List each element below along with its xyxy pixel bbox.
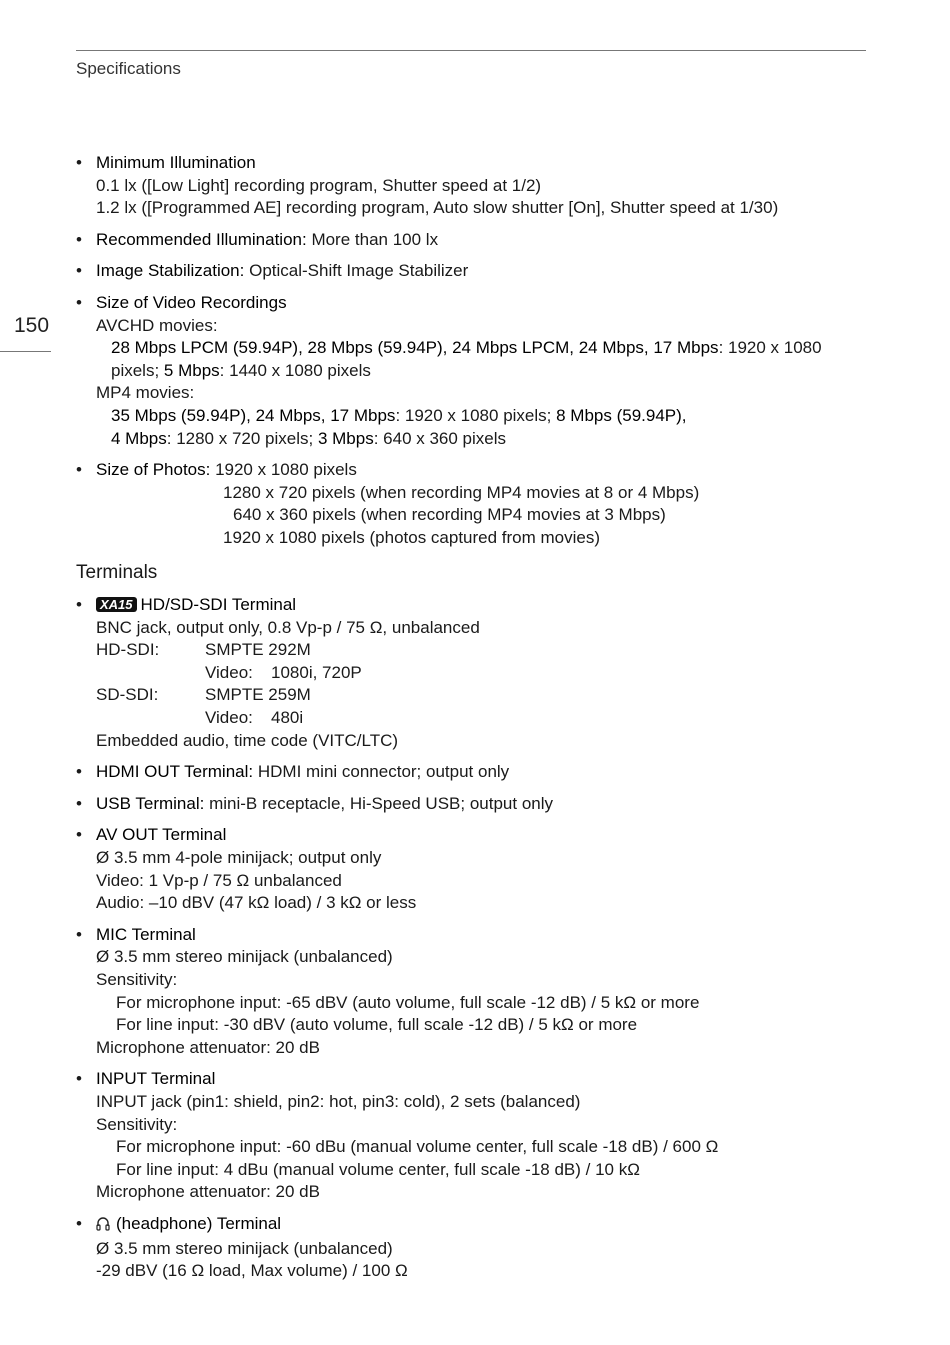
spec-term: HDMI OUT Terminal: — [96, 762, 254, 782]
photo-size-row: 1280 x 720 pixels (when recording MP4 movies at 8 or 4 Mbps) — [223, 482, 700, 502]
hd-sdi-row — [96, 639, 876, 662]
video-label: Video: — [205, 662, 253, 682]
spec-term: Size of Photos: — [96, 460, 211, 480]
bullet: • — [76, 460, 82, 480]
bullet: • — [76, 261, 82, 281]
photo-size-row: 640 x 360 pixels (when recording MP4 movies at 3 Mbps) — [233, 505, 666, 525]
spec-line: Ø 3.5 mm 4-pole minijack; output only — [96, 848, 382, 868]
terminals-heading: Terminals — [76, 561, 158, 583]
hd-sdi-video-row — [96, 662, 876, 685]
sensitivity-label: Sensitivity: — [96, 1114, 178, 1134]
mp4-size: : 640 x 360 pixels — [373, 428, 507, 448]
mp4-size: : 1920 x 1080 pixels; — [395, 405, 557, 425]
avchd-size: : 1440 x 1080 pixels — [219, 360, 371, 380]
bullet: • — [76, 1069, 82, 1089]
spec-mic-terminal — [76, 924, 876, 1060]
avchd-size-cont: pixels; — [111, 360, 164, 380]
spec-value: HDMI mini connector; output only — [253, 762, 510, 782]
spec-term: (headphone) Terminal — [116, 1213, 282, 1233]
spec-line: Audio: –10 dBV (47 kΩ load) / 3 kΩ or less — [96, 893, 417, 913]
bullet: • — [76, 793, 82, 813]
spec-line: Ø 3.5 mm stereo minijack (unbalanced) — [96, 947, 393, 967]
spec-term: USB Terminal: — [96, 793, 205, 813]
model-badge: XA15 — [96, 597, 137, 612]
spec-recommended-illumination — [76, 229, 876, 252]
avchd-size: : 1920 x 1080 — [718, 338, 822, 358]
spec-value: 1920 x 1080 pixels — [210, 460, 357, 480]
spec-term: Size of Video Recordings — [96, 292, 287, 312]
attenuator: Microphone attenuator: 20 dB — [96, 1182, 320, 1202]
bullet: • — [76, 1213, 82, 1233]
photo-size-row: 1920 x 1080 pixels (photos captured from movies) — [223, 527, 601, 547]
sensitivity-line: For line input: 4 dBu (manual volume center, full scale -18 dB) / 10 kΩ — [116, 1159, 640, 1179]
mp4-bitrate: 4 Mbps — [111, 428, 167, 448]
bullet: • — [76, 924, 82, 944]
spec-line: -29 dBV (16 Ω load, Max volume) / 100 Ω — [96, 1261, 408, 1281]
spec-sdi-terminal — [76, 594, 876, 752]
section-title: Specifications — [76, 59, 181, 78]
sensitivity-line: For line input: -30 dBV (auto volume, full scale -12 dB) / 5 kΩ or more — [116, 1015, 638, 1035]
sd-sdi-row — [96, 684, 876, 707]
spec-term: HD/SD-SDI Terminal — [140, 595, 297, 615]
spec-term: Minimum Illumination — [96, 153, 256, 172]
spec-term: Recommended Illumination: — [96, 229, 307, 249]
bullet: • — [76, 595, 82, 615]
spec-line: Ø 3.5 mm stereo minijack (unbalanced) — [96, 1238, 393, 1258]
attenuator: Microphone attenuator: 20 dB — [96, 1037, 320, 1057]
spec-line: 0.1 lx ([Low Light] recording program, Shutter speed at 1/2) — [96, 175, 542, 195]
mp4-label: MP4 movies: — [96, 383, 195, 403]
mp4-size: : 1280 x 720 pixels; — [166, 428, 318, 448]
spec-minimum-illumination — [76, 152, 876, 220]
spec-content — [76, 152, 876, 1292]
spec-line: Video: 1 Vp-p / 75 Ω unbalanced — [96, 870, 342, 890]
spec-value: More than 100 lx — [306, 229, 439, 249]
spec-usb-terminal — [76, 793, 876, 816]
spec-term: MIC Terminal — [96, 924, 196, 944]
video-format: 1080i, 720P — [271, 662, 362, 682]
page-number: 150 — [14, 314, 50, 337]
video-format: 480i — [271, 708, 304, 728]
sd-sdi-label: SD-SDI: — [96, 685, 159, 705]
spec-term: AV OUT Terminal — [96, 825, 227, 845]
spec-line: INPUT jack (pin1: shield, pin2: hot, pin3: cold), 2 sets (balanced) — [96, 1091, 581, 1111]
sensitivity-mic: For microphone input: -60 dBu (manual volume center, full scale -18 dB) / 600 Ω — [116, 1137, 719, 1157]
spec-video-size — [76, 292, 876, 450]
header-rule — [76, 50, 866, 51]
headphone-icon — [96, 1215, 110, 1238]
avchd-bitrates: 28 Mbps LPCM (59.94P), 28 Mbps (59.94P), 24 Mbps LPCM, 24 Mbps, 17 Mbps — [111, 338, 719, 358]
spec-line: 1.2 lx ([Programmed AE] recording program, Auto slow shutter [On], Shutter speed at 1/30) — [96, 198, 779, 218]
bullet: • — [76, 825, 82, 845]
avchd-label: AVCHD movies: — [96, 315, 218, 335]
spec-av-out-terminal — [76, 824, 876, 914]
sd-sdi-standard: SMPTE 259M — [205, 685, 311, 705]
spec-hdmi-terminal — [76, 761, 876, 784]
spec-line: Embedded audio, time code (VITC/LTC) — [96, 730, 399, 750]
hd-sdi-label: HD-SDI: — [96, 640, 160, 660]
spec-photo-size — [76, 459, 876, 549]
spec-value: Optical-Shift Image Stabilizer — [244, 261, 469, 281]
bullet: • — [76, 153, 82, 172]
hd-sdi-standard: SMPTE 292M — [205, 640, 311, 660]
sd-sdi-video-row — [96, 707, 876, 730]
bullet: • — [76, 292, 82, 312]
spec-value: mini-B receptacle, Hi-Speed USB; output only — [204, 793, 554, 813]
sensitivity-mic: For microphone input: -65 dBV (auto volume, full scale -12 dB) / 5 kΩ or more — [116, 992, 700, 1012]
mp4-bitrates: 35 Mbps (59.94P), 24 Mbps, 17 Mbps — [111, 405, 396, 425]
video-label: Video: — [205, 708, 253, 728]
bullet: • — [76, 229, 82, 249]
mp4-bitrate: 3 Mbps — [317, 428, 374, 448]
spec-image-stabilization — [76, 260, 876, 283]
page-number-rule — [0, 351, 51, 352]
spec-term: Image Stabilization: — [96, 261, 245, 281]
spec-term: INPUT Terminal — [96, 1069, 216, 1089]
avchd-bitrate: 5 Mbps — [163, 360, 220, 380]
spec-input-terminal — [76, 1068, 876, 1204]
sensitivity-label: Sensitivity: — [96, 970, 178, 989]
spec-line: BNC jack, output only, 0.8 Vp-p / 75 Ω, unbalanced — [96, 617, 480, 637]
spec-headphone-terminal — [76, 1213, 876, 1283]
mp4-bitrates: 8 Mbps (59.94P), — [556, 405, 687, 425]
bullet: • — [76, 762, 82, 782]
